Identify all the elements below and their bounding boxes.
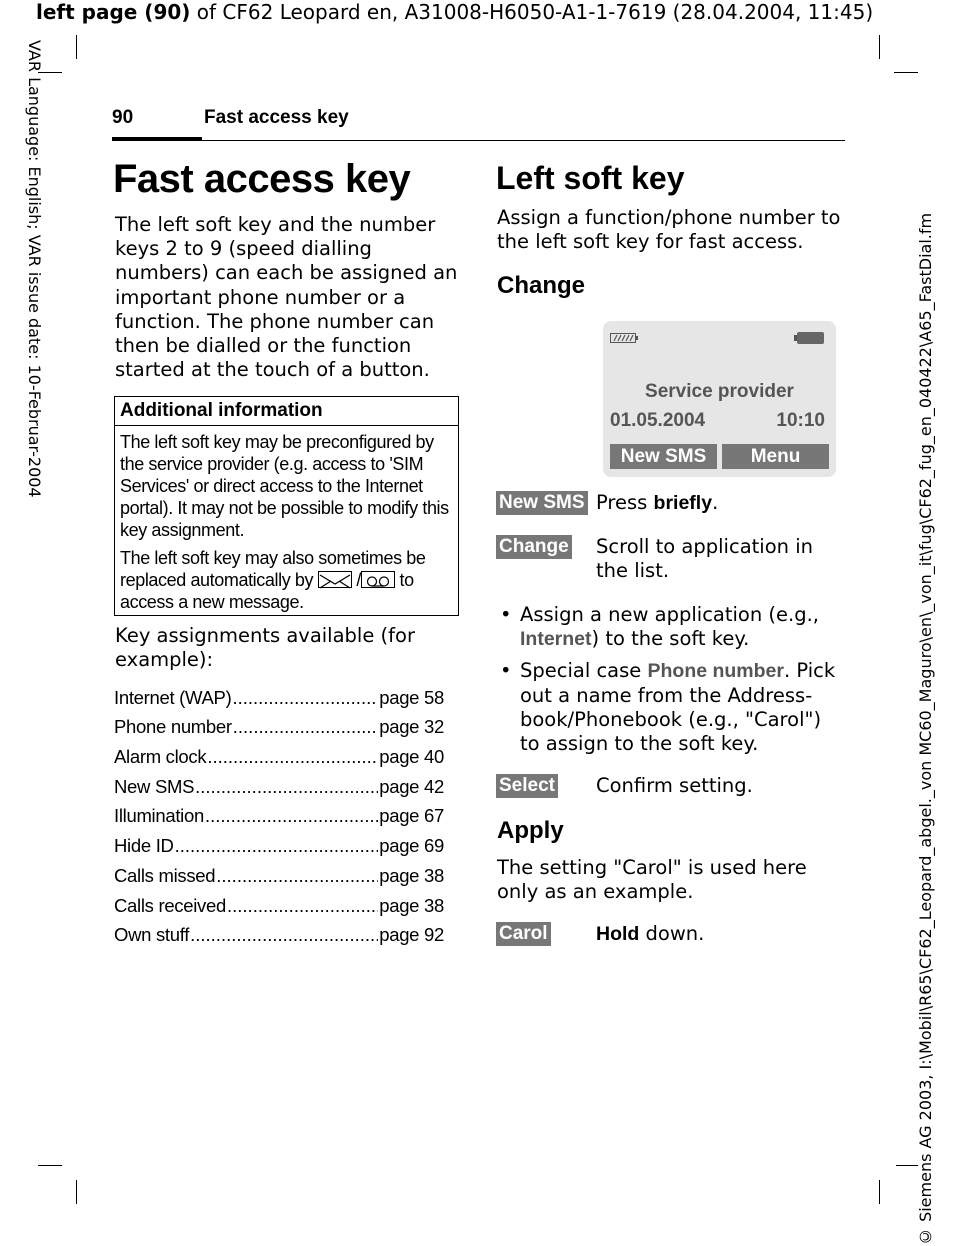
subheading-apply: Apply <box>497 817 564 844</box>
list-item: • Assign a new application (e.g., Internet) to the soft key. <box>497 603 842 651</box>
list-item: New SMS ..... page 42 <box>114 768 444 798</box>
carol-key-badge: Carol <box>496 922 551 946</box>
info-p2-sep: / <box>351 570 361 590</box>
menu-softkey[interactable]: Menu <box>722 444 829 469</box>
list-item: Hide ID ..... page 69 <box>114 827 444 857</box>
crop-mark <box>76 35 77 59</box>
crop-mark <box>896 1165 918 1166</box>
crop-mark <box>879 1180 880 1204</box>
pdf-header-bold: left page (90) <box>36 0 191 24</box>
side-meta-right: © Siemens AG 2003, I:\Mobil\R65\CF62_Leopard_abgel._von MC60_Maguro\en\_von_it\fug\CF62_fug_en_040422\A65_FastDial.fm <box>916 212 935 1246</box>
apply-description: The setting "Carol" is used here only as an example. <box>497 856 807 904</box>
list-item: Phone number ..... page 32 <box>114 709 444 739</box>
display-date: 01.05.2004 <box>610 410 706 431</box>
crop-mark <box>38 1165 62 1166</box>
section-description: Assign a function/phone number to the left soft key for fast access. <box>497 206 841 254</box>
select-step-text: Confirm setting. <box>596 774 753 797</box>
list-item: • Special case Phone number. Pick out a name from the Address-book/Phonebook (e.g., "Carol") to assign to the soft key. <box>497 659 842 756</box>
running-title: Fast access key <box>204 107 349 128</box>
list-item: Internet (WAP) ..... page 58 <box>114 679 444 709</box>
new-sms-step-text: Press briefly. <box>596 491 719 514</box>
page-title: Fast access key <box>113 157 411 201</box>
bullet-list <box>497 603 842 764</box>
list-item: Calls received ..... page 38 <box>114 887 444 917</box>
change-step-text: Scroll to application in the list. <box>596 535 813 583</box>
assignments-list <box>114 679 444 946</box>
list-item: Own stuff ..... page 92 <box>114 917 444 947</box>
info-box-rule <box>115 425 458 426</box>
info-paragraph-2 <box>120 547 458 613</box>
subheading-change: Change <box>497 272 586 299</box>
list-item: Alarm clock ..... page 40 <box>114 738 444 768</box>
intro-paragraph: The left soft key and the number keys 2 to 9 (speed dialling numbers) can each be assigned an important phone number or a function. The phone number can then be dialled or the function started at the touch of a button. <box>115 213 458 382</box>
voicemail-icon <box>361 571 395 588</box>
section-title-left-soft-key: Left soft key <box>496 160 685 196</box>
envelope-icon <box>318 571 352 588</box>
carol-step-text: Hold down. <box>596 922 705 945</box>
info-p2-before: The left soft key may also sometimes be replaced automatically by <box>120 548 426 590</box>
crop-mark <box>879 35 880 59</box>
info-box-title: Additional information <box>120 400 323 421</box>
side-meta-left: VAR Language: English; VAR issue date: 10-Februar-2004 <box>25 40 44 498</box>
battery-icon <box>794 332 824 344</box>
info-box <box>114 396 459 616</box>
select-key-badge: Select <box>496 774 558 798</box>
pdf-header <box>36 0 873 24</box>
pdf-header-rest: of CF62 Leopard en, A31008-H6050-A1-1-7619 (28.04.2004, 11:45) <box>190 0 874 24</box>
display-time: 10:10 <box>776 410 825 431</box>
assignments-intro: Key assignments available (for example): <box>115 624 415 672</box>
service-provider-text: Service provider <box>645 381 794 402</box>
header-rule <box>112 140 845 141</box>
new-sms-softkey[interactable]: New SMS <box>610 444 717 469</box>
list-item: Illumination ..... page 67 <box>114 798 444 828</box>
new-sms-key-badge: New SMS <box>496 491 588 515</box>
info-p2-after: to access a new message. <box>120 570 414 612</box>
page-number: 90 <box>112 107 134 128</box>
signal-icon <box>610 333 638 343</box>
info-paragraph-1: The left soft key may be preconfigured by the service provider (e.g. access to 'SIM Services' or direct access to the Internet portal). It may not be possible to modify this key assignment. <box>120 432 449 540</box>
crop-mark <box>894 72 918 73</box>
list-item: Calls missed ..... page 38 <box>114 857 444 887</box>
crop-mark <box>76 1180 77 1204</box>
phone-display <box>603 321 836 477</box>
change-key-badge: Change <box>496 535 572 559</box>
